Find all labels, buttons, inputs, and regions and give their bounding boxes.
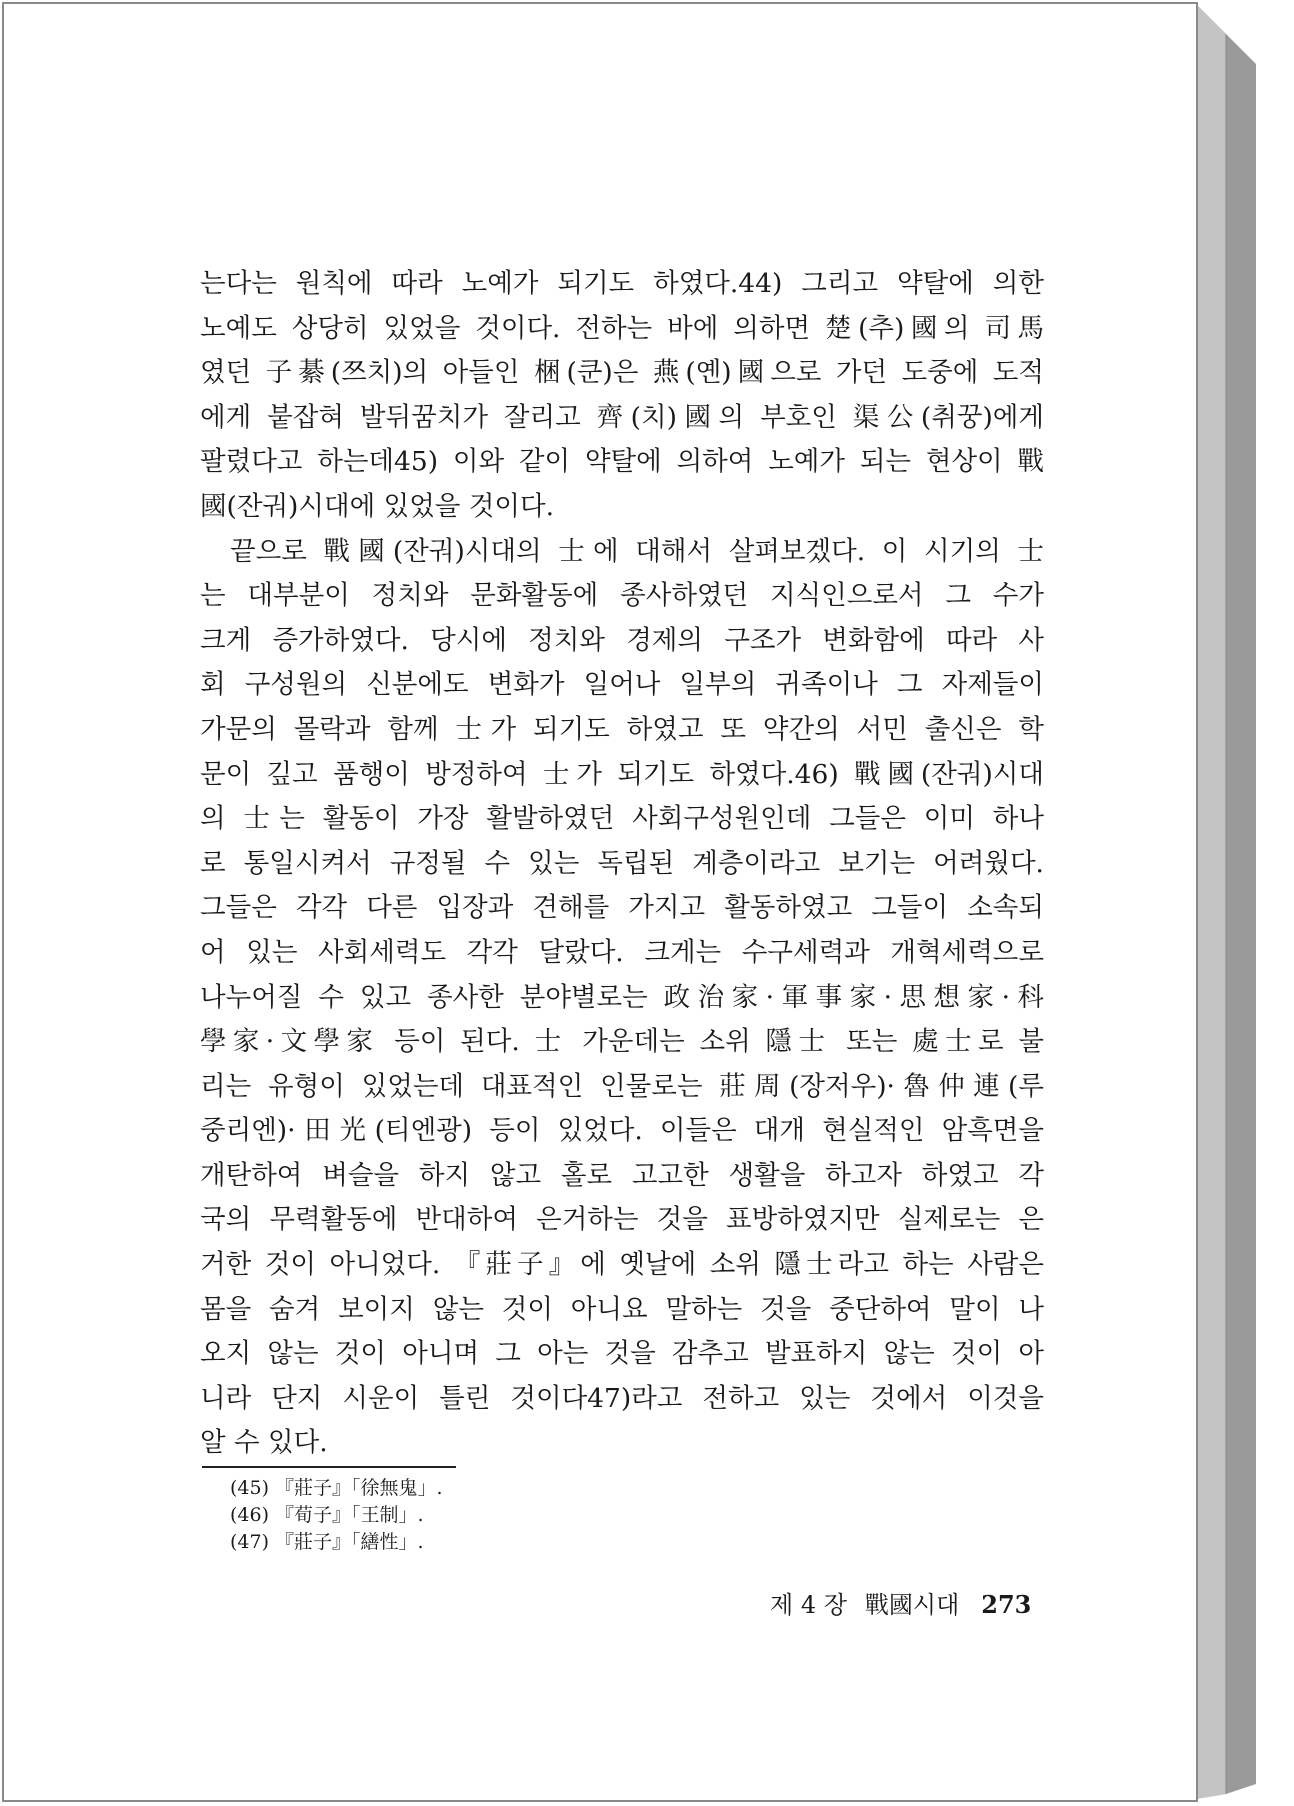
text-line: 는 대부분이 정치와 문화활동에 종사하였던 지식인으로서 그 수가 xyxy=(200,580,1044,612)
text-line: 개탄하여 벼슬을 하지 않고 홀로 고고한 생활을 하고자 하였고 각 xyxy=(200,1159,1044,1191)
text-line: 가문의 몰락과 함께 士가 되기도 하였고 또 약간의 서민 출신은 학 xyxy=(200,713,1044,745)
text-line: 어 있는 사회세력도 각각 달랐다. 크게는 수구세력과 개혁세력으로 xyxy=(200,936,1044,968)
text-line: 크게 증가하였다. 당시에 정치와 경제의 구조가 변화함에 따라 사 xyxy=(200,624,1044,656)
footnote-45: (45) 『莊子』「徐無鬼」. xyxy=(230,1477,443,1499)
page-number: 273 xyxy=(981,1590,1032,1619)
text-line: 로 통일시켜서 규정될 수 있는 독립된 계층이라고 보기는 어려웠다. xyxy=(200,847,1044,879)
body-text xyxy=(200,262,1044,1466)
footnotes xyxy=(230,1475,443,1556)
text-line: 몸을 숨겨 보이지 않는 것이 아니요 말하는 것을 중단하여 말이 나 xyxy=(200,1293,1044,1325)
running-footer xyxy=(770,1585,1030,1620)
text-line: 는다는 원칙에 따라 노예가 되기도 하였다.44) 그리고 약탈에 의한 xyxy=(200,268,1044,299)
book-page-edge xyxy=(1196,4,1256,1799)
text-line: 의 士는 활동이 가장 활발하였던 사회구성원인데 그들은 이미 하나 xyxy=(200,803,1044,835)
text-line: 거한 것이 아니었다. 『莊子』에 옛날에 소위 隱士라고 하는 사람은 xyxy=(200,1249,1044,1281)
text-line: 끝으로 戰國(잔궈)시대의 士에 대해서 살펴보겠다. 이 시기의 士 xyxy=(230,535,1044,567)
text-line: 회 구성원의 신분에도 변화가 일어나 일부의 귀족이나 그 자제들이 xyxy=(200,669,1044,701)
text-line: 알 수 있다. xyxy=(200,1427,328,1459)
text-line: 팔렸다고 하는데45) 이와 같이 약탈에 의하여 노예가 되는 현상이 戰 xyxy=(200,446,1044,478)
text-line: 에게 붙잡혀 발뒤꿈치가 잘리고 齊(치)國의 부호인 渠公(취꿍)에게 xyxy=(200,401,1044,433)
text-line: 學家·文學家 등이 된다. 士 가운데는 소위 隱士 또는 處士로 불 xyxy=(200,1026,1044,1058)
text-line: 그들은 각각 다른 입장과 견해를 가지고 활동하였고 그들이 소속되 xyxy=(200,892,1044,924)
text-line: 니라 단지 시운이 틀린 것이다47)라고 전하고 있는 것에서 이것을 xyxy=(200,1382,1044,1414)
footnote-46: (46) 『荀子』「王制」. xyxy=(230,1504,424,1526)
text-line: 오지 않는 것이 아니며 그 아는 것을 감추고 발표하지 않는 것이 아 xyxy=(200,1338,1044,1370)
chapter-title: 戰國시대 xyxy=(864,1591,960,1619)
text-line: 국의 무력활동에 반대하여 은거하는 것을 표방하였지만 실제로는 은 xyxy=(200,1204,1044,1236)
text-line: 리는 유형이 있었는데 대표적인 인물로는 莊周(장저우)·魯仲連(루 xyxy=(200,1070,1044,1102)
footnote-47: (47) 『莊子』「繕性」. xyxy=(230,1531,424,1553)
chapter-label: 제 4 장 xyxy=(770,1591,847,1619)
footnote-divider xyxy=(202,1466,456,1468)
text-line: 중리엔)·田光(티엔광) 등이 있었다. 이들은 대개 현실적인 암흑면을 xyxy=(200,1115,1044,1147)
text-line: 國(잔궈)시대에 있었을 것이다. xyxy=(200,490,555,522)
text-line: 문이 깊고 품행이 방정하여 士가 되기도 하였다.46) 戰國(잔궈)시대 xyxy=(200,758,1044,790)
text-line: 였던 子綦(쯔치)의 아들인 梱(쿤)은 燕(옌)國으로 가던 도중에 도적 xyxy=(200,357,1044,389)
text-line: 노예도 상당히 있었을 것이다. 전하는 바에 의하면 楚(추)國의 司馬 xyxy=(200,312,1044,344)
text-line: 나누어질 수 있고 종사한 분야별로는 政治家·軍事家·思想家·科 xyxy=(200,981,1044,1013)
